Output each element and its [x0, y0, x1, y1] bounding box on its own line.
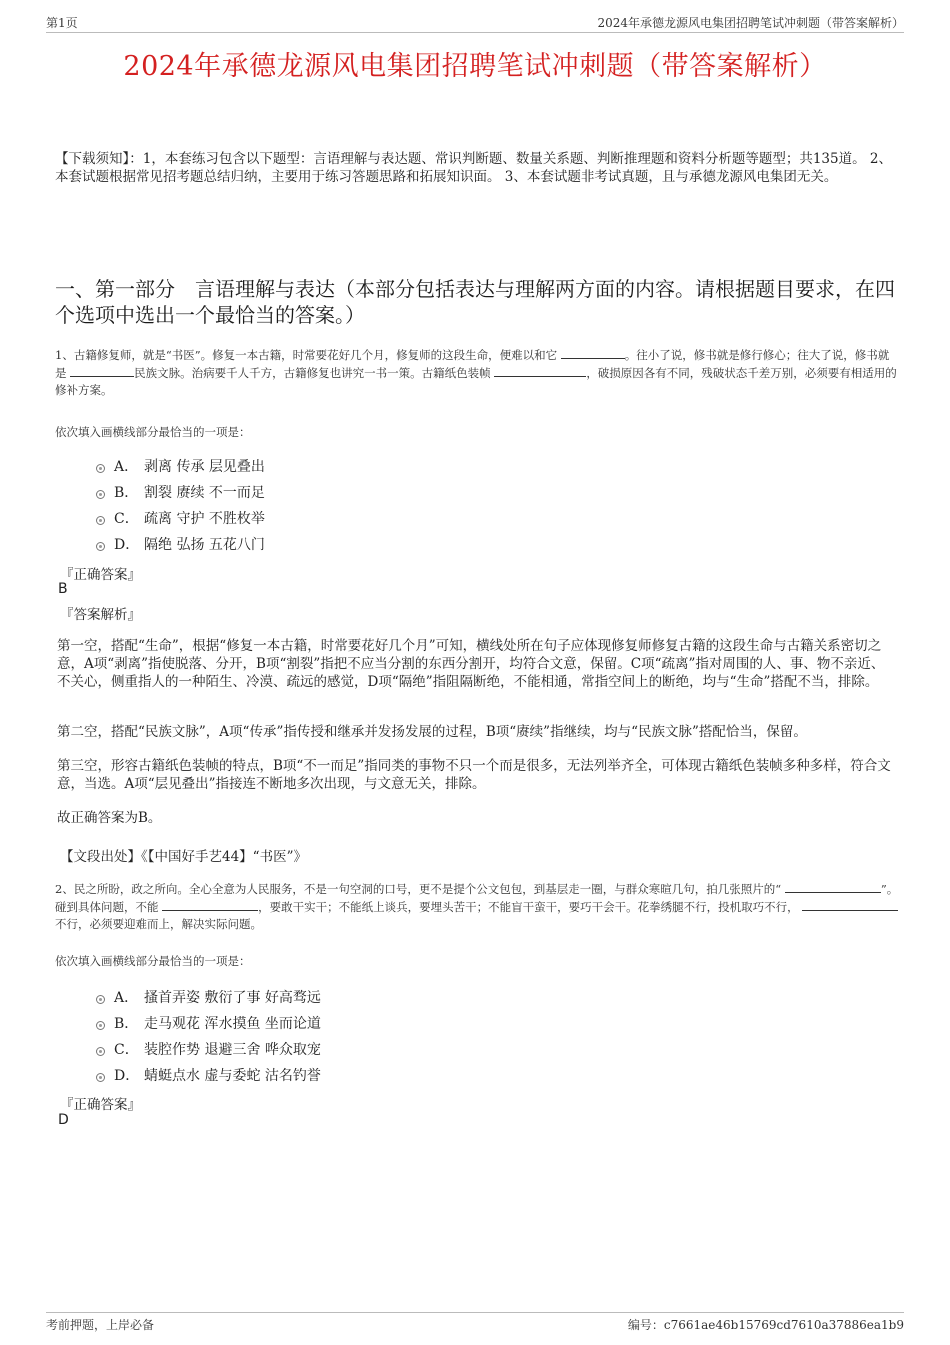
correct-answer-label: 『正确答案』 [60, 567, 141, 583]
question-1-stem [55, 346, 900, 399]
question-2-text-3: ，要敢干实干；不能纸上谈兵，要埋头苦干；不能盲干蛮干，要巧干会干。花拳绣腿不行，投机取巧不行， [258, 900, 799, 914]
correct-answer: B [58, 581, 68, 597]
fill-blank [802, 898, 898, 911]
question-2-stem [55, 880, 900, 933]
option-a[interactable]: A． 剥离 传承 层见叠出 [96, 453, 265, 479]
option-d[interactable]: D． 隔绝 弘扬 五花八门 [96, 531, 265, 557]
question-1-text-1: 1、古籍修复师，就是“书医”。修复一本古籍，时常要花好几个月，修复师的这段生命，便难以和它 [55, 348, 558, 362]
correct-answer: D [58, 1112, 69, 1128]
question-1-text-3: 民族文脉。治病要千人千方，古籍修复也讲究一书一策。古籍纸色装帧 [134, 366, 491, 380]
question-2-text-4: 不行，必须要迎难而上，解决实际问题。 [55, 917, 262, 931]
page-header [46, 14, 904, 33]
fill-blank [494, 364, 586, 377]
question-2-text-2: ”。碰到具体问题，不能 [55, 882, 899, 914]
question-1-options [96, 453, 265, 557]
radio-icon[interactable] [96, 542, 105, 551]
fill-blank [561, 346, 625, 359]
footer-slogan: 考前押题，上岸必备 [46, 1318, 155, 1332]
page-footer [46, 1312, 904, 1333]
question-1-text-2: 。往小了说，修书就是修行修心；往大了说，修书就是 [55, 348, 890, 380]
question-2-lead: 依次填入画横线部分最恰当的一项是： [55, 954, 251, 968]
radio-icon[interactable] [96, 464, 105, 473]
radio-icon[interactable] [96, 995, 105, 1004]
correct-answer-label: 『正确答案』 [60, 1097, 141, 1113]
download-notice: 【下载须知】：1，本套练习包含以下题型：言语理解与表达题、常识判断题、数量关系题、判断推理题和资料分析题等题型；共135道。 2、本套试题根据常见招考题总结归纳，主要用于练习答题思路和拓展知识面。 3、本套试题非考试真题，且与承德龙源风电集团无关。 [55, 151, 892, 185]
radio-icon[interactable] [96, 516, 105, 525]
analysis-label: 『答案解析』 [60, 607, 141, 623]
radio-icon[interactable] [96, 1073, 105, 1082]
section-heading: 一、第一部分 言语理解与表达（本部分包括表达与理解两方面的内容。请根据题目要求，在四个选项中选出一个最恰当的答案。） [55, 277, 895, 327]
fill-blank [785, 880, 881, 893]
analysis-paragraph: 第三空，形容古籍纸色装帧的特点，B项“不一而足”指同类的事物不只一个而是很多，无法列举齐全，可体现古籍纸色装帧多种多样，符合文意，当选。A项“层见叠出”指接连不断地多次出现，与文意无关，排除。 [57, 758, 891, 792]
radio-icon[interactable] [96, 490, 105, 499]
option-d[interactable]: D． 蜻蜓点水 虚与委蛇 沽名钓誉 [96, 1062, 321, 1088]
fill-blank [70, 364, 134, 377]
passage-source: 【文段出处】《【中国好手艺44】“书医”》 [60, 849, 307, 865]
question-2-text-1: 2、民之所盼，政之所向。全心全意为人民服务，不是一句空洞的口号，更不是提个公文包包，到基层走一圈，与群众寒暄几句，拍几张照片的“ [55, 882, 782, 896]
page-number: 第1页 [46, 16, 78, 30]
radio-icon[interactable] [96, 1021, 105, 1030]
header-doc-title: 2024年承德龙源风电集团招聘笔试冲刺题（带答案解析） [597, 16, 904, 30]
option-b[interactable]: B． 割裂 赓续 不一而足 [96, 479, 265, 505]
footer-doc-id: 编号：c7661ae46b15769cd7610a37886ea1b9 [627, 1318, 904, 1332]
document-title: 2024年承德龙源风电集团招聘笔试冲刺题（带答案解析） [123, 51, 827, 82]
option-c[interactable]: C． 疏离 守护 不胜枚举 [96, 505, 265, 531]
option-b[interactable]: B． 走马观花 浑水摸鱼 坐而论道 [96, 1010, 321, 1036]
question-1-text-4: ，破损原因各有不同，残破状态千差万别，必须要有相适用的修补方案。 [55, 366, 897, 397]
analysis-paragraph: 第一空，搭配“生命”，根据“修复一本古籍，时常要花好几个月”可知，横线处所在句子应体现修复师修复古籍的这段生命与古籍关系密切之意，A项“剥离”指使脱落、分开，B项“割裂”指把不应当分割的东西分割开，均符合文意，保留。C项“疏离”指对周围的人、事、物不亲近、不关心，侧重指人的一种陌生、冷漠、疏远的感觉，D项“隔绝”指阻隔断绝，不能相通，常指空间上的断绝，均与“生命”搭配不当，排除。 [57, 638, 885, 690]
fill-blank [162, 898, 258, 911]
option-a[interactable]: A． 搔首弄姿 敷衍了事 好高骛远 [96, 984, 321, 1010]
analysis-conclusion: 故正确答案为B。 [57, 810, 162, 826]
analysis-paragraph: 第二空，搭配“民族文脉”，A项“传承”指传授和继承并发扬发展的过程，B项“赓续”指继续，均与“民族文脉”搭配恰当，保留。 [57, 724, 807, 740]
radio-icon[interactable] [96, 1047, 105, 1056]
option-c[interactable]: C． 装腔作势 退避三舍 哗众取宠 [96, 1036, 321, 1062]
question-2-options [96, 984, 321, 1088]
question-1-lead: 依次填入画横线部分最恰当的一项是： [55, 425, 251, 439]
